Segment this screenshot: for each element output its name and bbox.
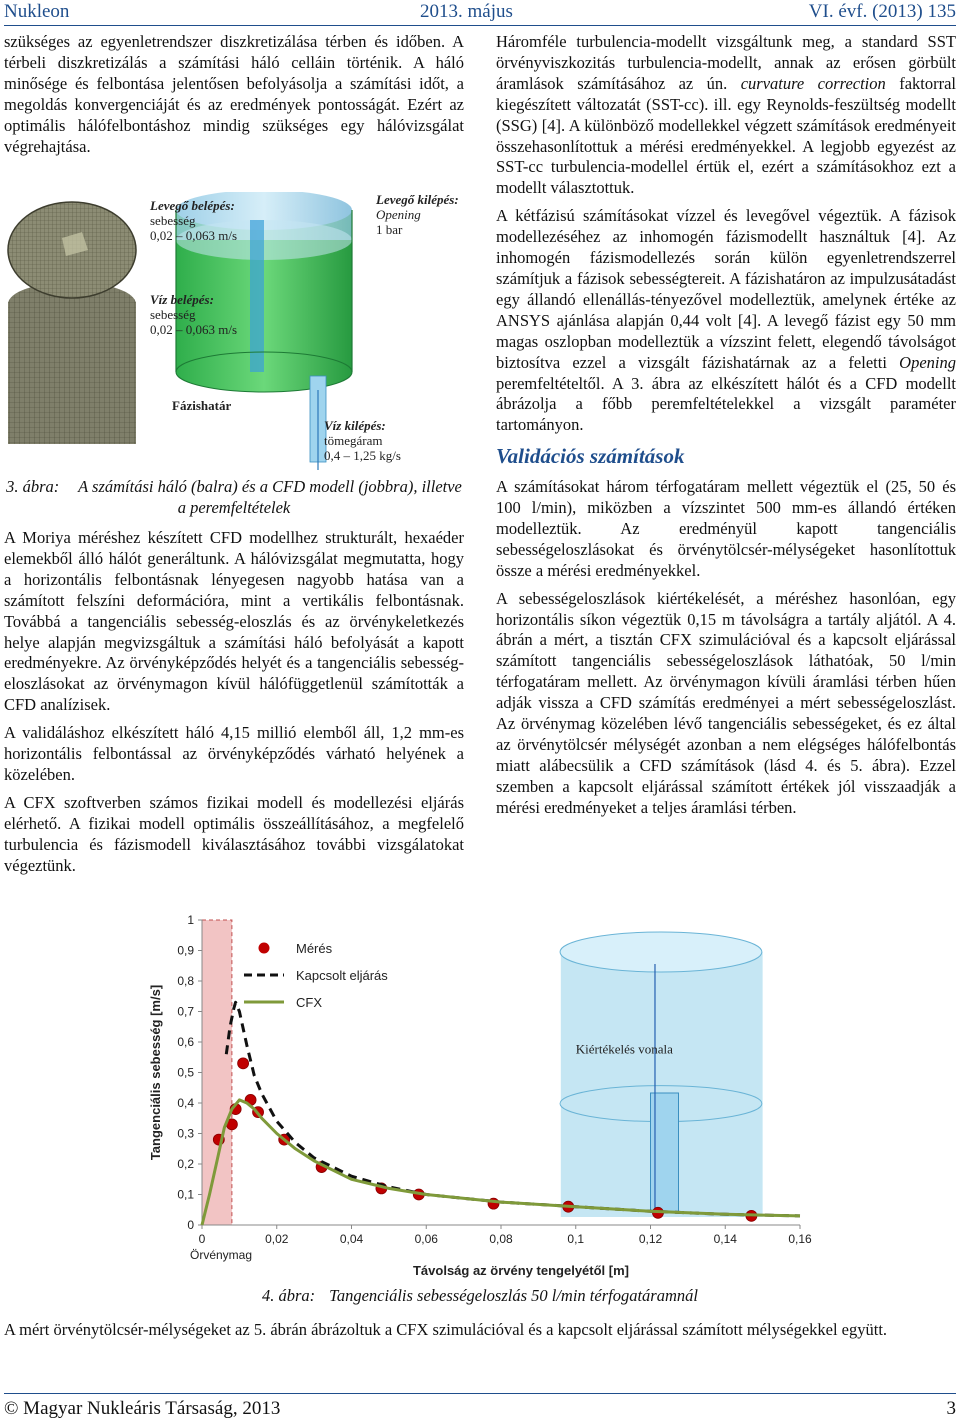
x-axis-title: Távolság az örvény tengelyétől [m] <box>412 1263 630 1278</box>
y-tick-label: 0 <box>187 1218 194 1232</box>
paragraph <box>496 206 956 436</box>
y-tick-label: 1 <box>187 913 194 927</box>
x-tick-label: 0,1 <box>567 1232 585 1246</box>
page-number: 3 <box>946 1398 956 1419</box>
legend-label-m-r-s: Mérés <box>296 941 333 956</box>
page-header <box>0 0 960 26</box>
figure-4-caption <box>140 1285 820 1306</box>
label-water-inlet-title: Víz belépés: <box>150 292 214 307</box>
paragraph: A CFX szoftverben számos fizikai modell és modellezési eljárás elérhető. A fizikai modell optimális összeállításához, a megfelelő turbulencia és fázismodell kiválasztásához további vizsgálatokat végeztünk. <box>4 792 464 875</box>
paragraph <box>496 32 956 199</box>
x-tick-label: 0,12 <box>638 1232 663 1246</box>
header-rule <box>4 25 956 26</box>
inset-label-evaluation-line: Kiértékelés vonala <box>575 1041 673 1057</box>
figure-3-caption-number: 3. ábra: <box>6 477 60 496</box>
text-run-italic: Opening <box>899 352 956 372</box>
label-air-outlet-title: Levegő kilépés: <box>376 192 459 207</box>
label-water-outlet-line2: tömegáram <box>324 433 383 448</box>
left-column-intro <box>4 32 464 164</box>
figure-3-caption-line2: a peremfeltételek <box>177 498 291 517</box>
x-tick-label: 0,08 <box>489 1232 513 1246</box>
x-annotation-vortex-core: Örvénymag <box>190 1248 253 1262</box>
left-column-body <box>4 528 464 884</box>
computational-mesh-image <box>8 202 136 444</box>
label-air-inlet-line3: 0,02 – 0,063 m/s <box>150 228 238 243</box>
y-tick-label: 0,7 <box>177 1004 194 1019</box>
label-water-inlet-line3: 0,02 – 0,063 m/s <box>150 322 238 337</box>
label-water-outlet-line3: 0,4 – 1,25 kg/s <box>324 448 401 463</box>
label-air-inlet-title: Levegő belépés: <box>150 198 235 213</box>
y-tick-label: 0,3 <box>177 1126 194 1141</box>
footer-copyright: © Magyar Nukleáris Társaság, 2013 <box>4 1398 281 1419</box>
vortex-core-band <box>202 920 232 1225</box>
text-run: Háromféle turbulencia-modellt vizsgáltunk meg, a standard SST örvényviszkozitás turbulencia-modellt, annak az erősen görbült áramlások számításához az ún. <box>496 32 956 93</box>
data-point-m-r-s <box>238 1058 249 1069</box>
figure-3-cfd-mesh-and-model <box>4 192 466 470</box>
y-tick-label: 0,6 <box>177 1035 194 1049</box>
y-axis-title: Tangenciális sebesség [m/s] <box>148 984 163 1161</box>
label-air-outlet-line2: Opening <box>376 207 421 222</box>
legend-label-kapcsolt-elj-r-s: Kapcsolt eljárás <box>296 968 388 983</box>
x-tick-label: 0,16 <box>788 1232 812 1246</box>
y-tick-label: 0,1 <box>177 1187 194 1202</box>
label-water-outlet-title: Víz kilépés: <box>324 418 386 433</box>
paragraph: A sebességeloszlások kiértékelését, a méréshez hasonlóan, egy horizontális síkon végeztük 0,15 m távolságra a tartály aljától. A 4. ábrán a mért, a tisztán CFX szimulációval és a kapcsolt eljárással számított tangenciális sebességeloszlások láthatóak, 50 l/min térfogatáram mellett. Az örvénymagon kívüli áramlási térben hűen adják vissza a CFD számítás eredményei a mért sebességeloszlást. Az örvénymag közelében lévő tangenciális sebességeket, és ez által az örvénytölcsér mélységét azonban a nem elégséges hálófelbontás miatt alábecsülik a CFD számítások (lásd 4. és 5. ábra). Ezzel szemben a kapcsolt eljárással számított értékek jól visszaadják a mérési eredményeket a teljes áramlási térben. <box>496 588 956 817</box>
y-tick-label: 0,5 <box>177 1065 194 1080</box>
tank-top <box>560 932 762 972</box>
x-tick-label: 0,06 <box>414 1232 438 1246</box>
x-tick-label: 0,04 <box>339 1232 364 1246</box>
journal-name: Nukleon <box>4 1 70 22</box>
volume-info: VI. évf. (2013) 135 <box>808 1 956 22</box>
figure-4-caption-text: Tangenciális sebességeloszlás 50 l/min térfogatáramnál <box>329 1286 698 1305</box>
paragraph: A számításokat három térfogatáram mellett végeztük el (25, 50 és 100 l/min), miközben a vízszintet 500 mm-es állandó értéken modelleztük. Az eredményül kapott tangenciális sebességeloszlásokat és örvénytölcsér-mélységeket hasonlítottuk össze a mérési eredményekkel. <box>496 477 956 580</box>
bottom-paragraph-block <box>4 1320 956 1348</box>
figure-4-caption-number: 4. ábra: <box>262 1286 316 1305</box>
legend-label-cfx: CFX <box>296 995 322 1010</box>
x-tick-label: 0 <box>198 1232 206 1246</box>
paragraph: A validáláshoz elkészített háló 4,15 millió elemből áll, 1,2 mm-es horizontális felbontással az örvényképződés várható helyének a közelében. <box>4 723 464 784</box>
figure-4-tangential-velocity-chart <box>140 905 820 1280</box>
y-tick-label: 0,8 <box>177 974 194 988</box>
right-column <box>496 32 956 826</box>
text-run-italic: curvature correction <box>740 73 886 93</box>
legend-marker-m-r-s <box>259 943 270 954</box>
section-heading: Validációs számítások <box>496 444 685 469</box>
label-water-inlet-line2: sebesség <box>150 307 196 322</box>
y-tick-label: 0,9 <box>177 943 194 958</box>
label-air-outlet-line3: 1 bar <box>376 222 403 237</box>
label-air-inlet-line2: sebesség <box>150 213 196 228</box>
footer-rule <box>4 1393 956 1394</box>
issue-date: 2013. május <box>420 1 513 22</box>
x-tick-label: 0,02 <box>265 1232 289 1246</box>
label-phase-interface: Fázishatár <box>172 398 232 413</box>
figure-3-caption-line1: A számítási háló (balra) és a CFD modell (jobbra), illetve <box>78 477 462 496</box>
text-run: peremfeltételtől. A 3. ábra az elkészített hálót és a CFD modellt ábrázolja a főbb peremfeltételekkel a vizsgált paraméter tartományon. <box>496 373 956 435</box>
figure-3-caption <box>4 476 464 518</box>
y-tick-label: 0,2 <box>177 1157 194 1171</box>
text-run: faktorral kiegészített változatát (SST-cc). ill. egy Reynolds-feszültség modellt (SSG) [4]. A különböző modellekkel végzett számítások eredményeit összehasonlítottuk a mérési eredményekkel. A legjobb egyezést az SST-cc turbulencia-modellel értük el, ezért a számításokhoz ezt a modellt választottuk. <box>496 73 956 198</box>
y-tick-label: 0,4 <box>177 1096 194 1110</box>
tank-inset-image <box>560 932 763 1217</box>
text-run: A kétfázisú számításokat vízzel és levegővel végeztük. A fázisok modellezéséhez az inhomogén fázismodellt használtuk [4]. Az inhomogén fázismodellezés során külön egyenletrendszerrel számítjuk a fázisok sebességtereit. A fázishatáron az impulzusátadást egy állandó ellenállás-tényezővel modelleztük, amelynek értéke az ANSYS ajánlása alapján 0,44 volt [4]. A levegő fázist egy 50 mm magas oszlopban modelleztük a vízszint felett, elegendő távolságot biztosítva ezzel a vizsgált fázishatárnak az a feletti <box>496 206 956 372</box>
x-tick-label: 0,14 <box>713 1232 737 1246</box>
paragraph: szükséges az egyenletrendszer diszkretizálása térben és időben. A térbeli diszkretizálás a számítási háló celláin történik. A háló minősége és felbontása jelentősen befolyásolja a számítási időt, a megoldás konvergenciáját és az eredmények pontosságát. Ezért az optimális hálófelbontáshoz mindig szükséges egy hálóvizsgálat végrehajtása. <box>4 32 464 156</box>
paragraph: A mért örvénytölcsér-mélységeket az 5. ábrán ábrázoltuk a CFX szimulációval és a kapcsolt eljárással számított mélységekkel együtt. <box>4 1320 888 1339</box>
paragraph: A Moriya méréshez készített CFD modellhez strukturált, hexaéder elemekből álló hálót generáltunk. A hálóvizsgálat megmutatta, hogy a horizontális felbontásnak lényegesen nagyobb hatása van a számított felszíni deformációra, mint a vertikális felbontásnak. Továbbá a tangenciális sebesség-eloszlás és az örvénykeletkezés helye alapján megvizsgáltuk a számítási háló befolyását a kapott eredményekre. Az örvényképződés helyét és a tangenciális sebesség-eloszlásokat az örvénymagon kívül hálófüggetlenül számították a CFD analízisek. <box>4 528 464 715</box>
